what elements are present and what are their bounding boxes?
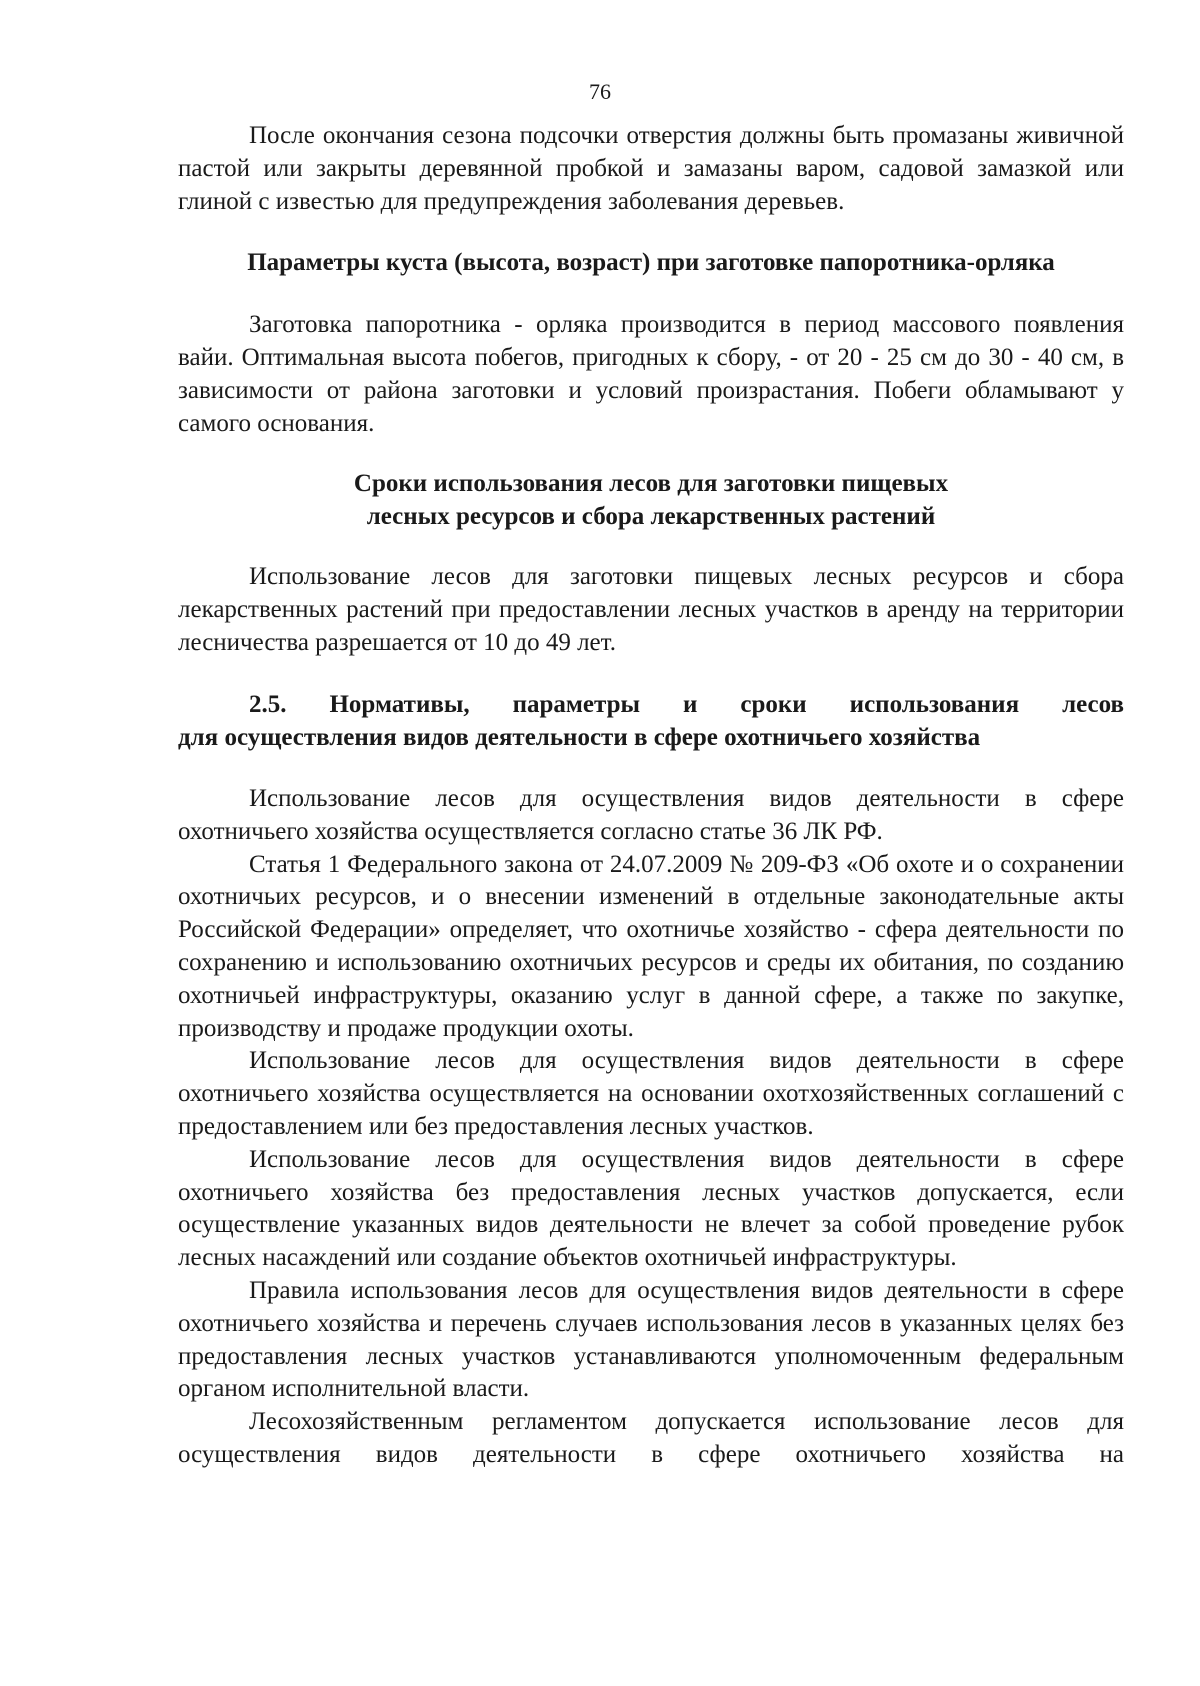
heading-hunting-line1: 2.5. Нормативы, параметры и сроки использования лесов (249, 691, 1124, 719)
page-number: 76 (589, 79, 611, 104)
heading-usage-terms (178, 468, 1124, 534)
heading-fern-parameters: Параметры куста (высота, возраст) при заготовке папоротника-орляка (247, 249, 1055, 277)
heading-hunting-section (178, 689, 1124, 755)
intro-paragraph: После окончания сезона подсочки отверстия должны быть промазаны живичной пастой или закрыты деревянной пробкой и замазаны варом, садовой замазкой или глиной с известью для предупреждения заболевания деревьев. (178, 122, 1124, 215)
paragraph-usage-terms: Использование лесов для заготовки пищевых лесных ресурсов и сбора лекарственных растений при предоставлении лесных участков в аренду на территории лесничества разрешается от 10 до 49 лет. (178, 562, 1124, 656)
paragraph-hunting-6: Лесохозяйственным регламентом допускается использование лесов для осуществления видов деятельности в сфере охотничьего хозяйства на (178, 1408, 1124, 1468)
paragraph-hunting-3: Использование лесов для осуществления видов деятельности в сфере охотничьего хозяйства осуществляется на основании охотхозяйственных соглашений с предоставлением или без предоставления лесных участков. (178, 1047, 1124, 1140)
paragraph-hunting-2: Статья 1 Федерального закона от 24.07.2009 № 209-ФЗ «Об охоте и о сохранении охотничьих ресурсов, и о внесении изменений в отдельные законодательные акты Российской Федерации» определяет, что охотничье хозяйство - сфера деятельности по сохранению и использованию охотничьих ресурсов и среды их обитания, по созданию охотничьей инфраструктуры, оказанию услуг в данной сфере, а также по закупке, производству и продаже продукции охоты. (178, 850, 1124, 1042)
heading-hunting-line2: для осуществления видов деятельности в сфере охотничьего хозяйства (178, 724, 981, 752)
heading-usage-terms-line2: лесных ресурсов и сбора лекарственных растений (366, 503, 936, 531)
paragraph-hunting-5: Правила использования лесов для осуществления видов деятельности в сфере охотничьего хозяйства и перечень случаев использования лесов в указанных целях без предоставления лесных участков устанавливаются уполномоченным федеральным органом исполнительной власти. (178, 1276, 1124, 1403)
paragraph-hunting-4: Использование лесов для осуществления видов деятельности в сфере охотничьего хозяйства без предоставления лесных участков допускается, если осуществление указанных видов деятельности не влечет за собой проведение рубок лесных насаждений или создание объектов охотничьей инфраструктуры. (178, 1145, 1124, 1272)
paragraph-hunting-1: Использование лесов для осуществления видов деятельности в сфере охотничьего хозяйства осуществляется согласно статье 36 ЛК РФ. (178, 784, 1124, 845)
heading-usage-terms-line1: Сроки использования лесов для заготовки пищевых (353, 470, 949, 498)
page-content (178, 120, 1124, 1472)
paragraph-fern: Заготовка папоротника - орляка производится в период массового появления вайи. Оптимальная высота побегов, пригодных к сбору, - от 20 - 25 см до 30 - 40 см, в зависимости от района заготовки и условий произрастания. Побеги обламывают у самого основания. (178, 311, 1124, 437)
